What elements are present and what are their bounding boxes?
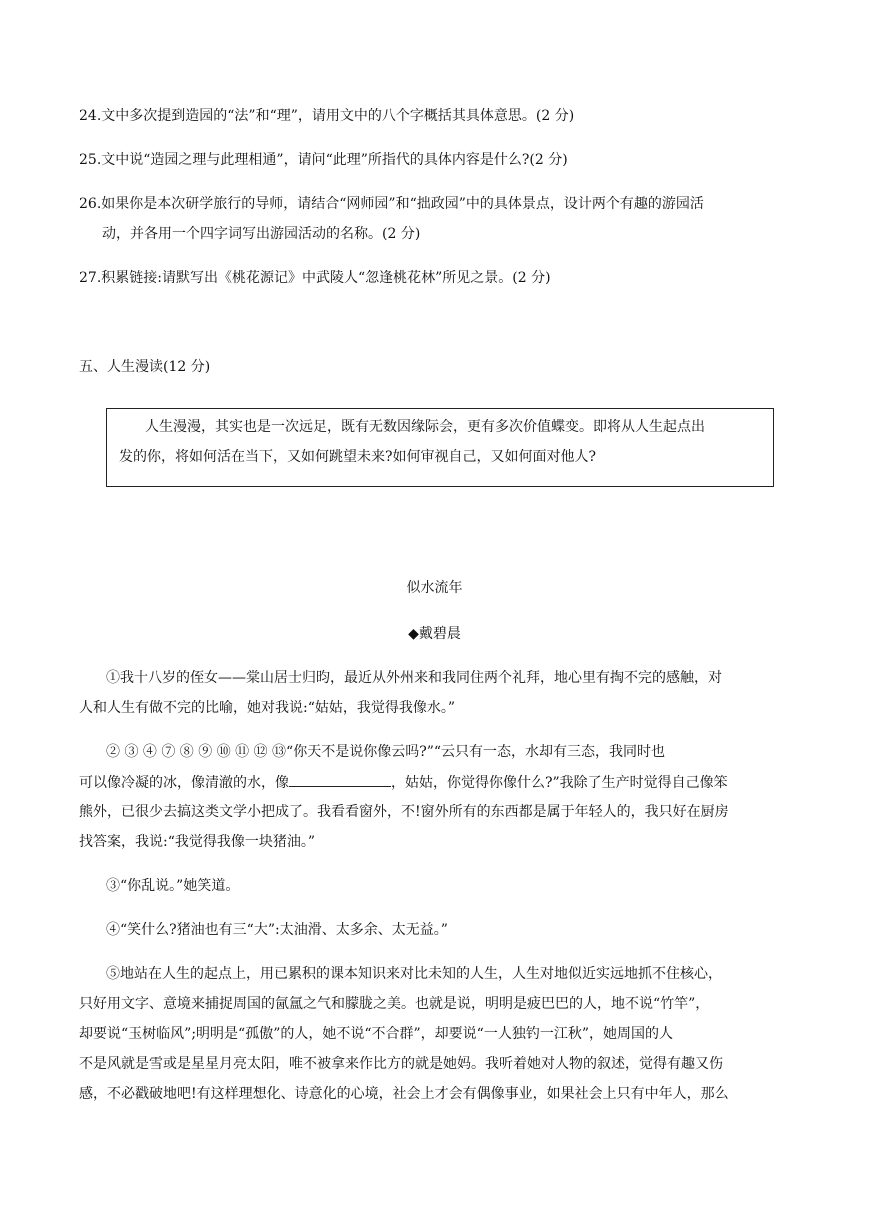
paragraph-5-line-1: ⑤地站在人生的起点上，用已累积的课本知识来对比未知的人生，人生对地似近实远地抓不住核心， [106, 966, 722, 982]
paragraph-2-line-2-start: 可以像冷凝的冰，像清澈的水，像 [79, 775, 289, 791]
paragraph-2-line-2-end: ，姑姑，你觉得你像什么?”我除了生产时觉得自己像笨 [391, 775, 728, 791]
paragraph-2-line-1: ② ③ ④ ⑦ ⑧ ⑨ ⑩ ⑪ ⑫ ⑬“你天不是说你像云吗?”“云只有一态，水却有三态，我同时也 [106, 744, 666, 760]
question-27: 27.积累链接:请默写出《桃花源记》中武陵人“忽逢桃花林”所见之景。(2 分) [79, 270, 551, 286]
question-26-line-1: 26.如果你是本次研学旅行的导师，请结合“网师园”和“拙政园”中的具体景点，设计两个有趣的游园活 [79, 196, 704, 212]
question-24: 24.文中多次提到造园的“法”和“理”，请用文中的八个字概括其具体意思。(2 分) [79, 108, 575, 124]
intro-line-1: 人生漫漫，其实也是一次远足，既有无数因缘际会，更有多次价值蝶变。即将从人生起点出 [145, 419, 705, 435]
paragraph-5-line-3: 却要说“玉树临风”;明明是“孤傲”的人，她不说“不合群”，却要说“一人独钓一江秋”，她周国的人 [79, 1026, 673, 1042]
paragraph-3: ③“你乱说。”她笑道。 [106, 878, 240, 894]
fill-in-blank [289, 772, 391, 787]
paragraph-2-line-4: 找答案，我说:“我觉得我像一块猪油。” [79, 834, 316, 850]
question-25: 25.文中说“造园之理与此理相通”，请问“此理”所指代的具体内容是什么?(2 分) [79, 152, 568, 168]
paragraph-4: ④“笑什么?猪油也有三“大”:太油滑、太多余、太无益。” [106, 922, 448, 938]
paragraph-2-line-2 [79, 772, 728, 793]
article-author: ◆戴碧晨 [408, 626, 461, 642]
paragraph-2-line-3: 熊外，已很少去搞这类文学小把成了。我看看窗外，不!窗外所有的东西都是属于年轻人的，我只好在厨房 [79, 804, 729, 820]
paragraph-1-line-2: 人和人生有做不完的比喻，她对我说:“姑姑，我觉得我像水。” [79, 700, 456, 716]
intro-line-2: 发的你，将如何活在当下，又如何跳望未来?如何审视自己，又如何面对他人? [119, 449, 597, 465]
intro-box [106, 408, 774, 487]
question-26-line-2: 动，并各用一个四字词写出游园活动的名称。(2 分) [102, 226, 421, 242]
section-title: 五、人生漫读(12 分) [79, 359, 211, 375]
paragraph-5-line-4: 不是风就是雪或是星星月亮太阳，唯不被拿来作比方的就是她妈。我听着她对人物的叙述，觉得有趣又伤 [79, 1056, 723, 1072]
paragraph-5-line-2: 只好用文字、意境来捕捉周国的氤氲之气和朦胧之美。也就是说，明明是疲巴巴的人，地不说“竹竿”， [79, 996, 710, 1012]
paragraph-5-line-5: 感，不必戳破地吧!有这样理想化、诗意化的心境，社会上才会有偶像事业，如果社会上只有中年人，那么 [79, 1086, 729, 1102]
paragraph-1-line-1: ①我十八岁的侄女——棠山居士归昀，最近从外州来和我同住两个礼拜，地心里有掏不完的感触，对 [106, 670, 722, 686]
article-title: 似水流年 [406, 580, 463, 596]
